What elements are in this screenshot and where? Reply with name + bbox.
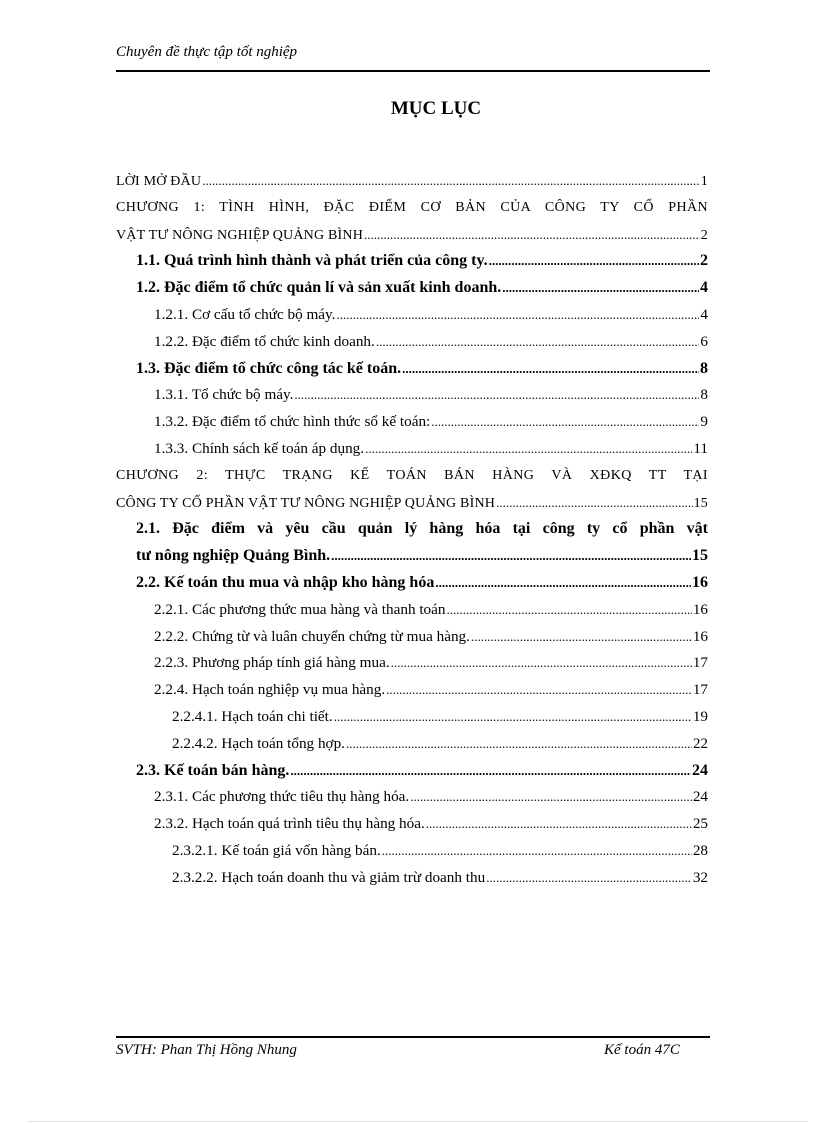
dot-leader (489, 248, 699, 275)
dot-leader (382, 838, 692, 865)
toc-entry-2-1[interactable]: tư nông nghiệp Quảng Bình. ..... 15 (116, 543, 708, 570)
toc-entry-1-3-1[interactable]: 1.3.1. Tổ chức bộ máy. ..... 8 (116, 382, 708, 409)
toc-entry-1-2-2[interactable]: 1.2.2. Đặc điểm tổ chức kinh doanh. ..... 6 (116, 329, 708, 356)
toc-entry-2-2[interactable]: 2.2. Kế toán thu mua và nhập kho hàng hóa ..... 16 (116, 570, 708, 597)
dot-leader (426, 811, 692, 838)
dot-leader (435, 570, 691, 597)
dot-leader (290, 758, 691, 785)
dot-leader (402, 356, 699, 383)
toc-entry-2-3[interactable]: 2.3. Kế toán bán hàng. ..... 24 (116, 758, 708, 785)
toc-entry-2-2-3[interactable]: 2.2.3. Phương pháp tính giá hàng mua. ..... 17 (116, 650, 708, 677)
dot-leader (336, 302, 699, 329)
dot-leader (294, 382, 699, 409)
dot-leader (446, 597, 691, 624)
toc-entry-1-1[interactable]: 1.1. Quá trình hình thành và phát triển của công ty. ..... 2 (116, 248, 708, 275)
dot-leader (376, 329, 700, 356)
dot-leader (471, 624, 692, 651)
toc-entry-chuong-2[interactable]: CÔNG TY CỔ PHẦN VẬT TƯ NÔNG NGHIỆP QUẢNG BÌNH ..... 15 (116, 490, 708, 517)
toc-entry-2-3-2-2[interactable]: 2.3.2.2. Hạch toán doanh thu và giảm trừ doanh thu ..... 32 (116, 865, 708, 892)
toc-entry-1-2[interactable]: 1.2. Đặc điểm tổ chức quản lí và sản xuất kinh doanh. ..... 4 (116, 275, 708, 302)
page-edge (28, 1121, 808, 1122)
table-of-contents (116, 168, 708, 892)
toc-entry-chuong-1-line1: CHƯƠNG 1: TÌNH HÌNH, ĐẶC ĐIỂM CƠ BẢN CỦA CÔNG TY CỔ PHẦN (116, 199, 708, 215)
footer-student-name: SVTH: Phan Thị Hồng Nhung (116, 1042, 297, 1058)
dot-leader (202, 168, 700, 195)
dot-leader (364, 222, 700, 249)
toc-entry-2-2-4[interactable]: 2.2.4. Hạch toán nghiệp vụ mua hàng. ..... 17 (116, 677, 708, 704)
running-header: Chuyên đề thực tập tốt nghiệp (116, 44, 298, 60)
toc-entry-2-2-4-1[interactable]: 2.2.4.1. Hạch toán chi tiết. ..... 19 (116, 704, 708, 731)
toc-entry-chuong-2-line1: CHƯƠNG 2: THỰC TRẠNG KẾ TOÁN BÁN HÀNG VÀ XĐKQ TT TẠI (116, 467, 708, 483)
footer-class: Kế toán 47C (604, 1042, 680, 1058)
dot-leader (334, 704, 692, 731)
toc-entry-2-2-4-2[interactable]: 2.2.4.2. Hạch toán tổng hợp. ..... 22 (116, 731, 708, 758)
toc-entry-2-3-1[interactable]: 2.3.1. Các phương thức tiêu thụ hàng hóa. ..... 24 (116, 784, 708, 811)
page-title: MỤC LỤC (390, 98, 482, 119)
dot-leader (431, 409, 699, 436)
dot-leader (486, 865, 692, 892)
toc-entry-2-3-2-1[interactable]: 2.3.2.1. Kế toán giá vốn hàng bán. ..... 28 (116, 838, 708, 865)
toc-entry-2-1-line1: 2.1. Đặc điểm và yêu cầu quản lý hàng hóa tại công ty cổ phần vật (136, 520, 708, 538)
dot-leader (386, 677, 692, 704)
dot-leader (331, 543, 691, 570)
dot-leader (391, 650, 692, 677)
header-rule (116, 70, 710, 72)
toc-entry-1-2-1[interactable]: 1.2.1. Cơ cấu tổ chức bộ máy. ..... 4 (116, 302, 708, 329)
dot-leader (410, 784, 692, 811)
toc-entry-2-2-2[interactable]: 2.2.2. Chứng từ và luân chuyển chứng từ mua hàng. ..... 16 (116, 624, 708, 651)
dot-leader (346, 731, 692, 758)
toc-entry-2-2-1[interactable]: 2.2.1. Các phương thức mua hàng và thanh toán ..... 16 (116, 597, 708, 624)
dot-leader (502, 275, 699, 302)
dot-leader (496, 490, 693, 517)
dot-leader (365, 436, 692, 463)
toc-entry-1-3-3[interactable]: 1.3.3. Chính sách kế toán áp dụng. ..... 11 (116, 436, 708, 463)
toc-entry-loi-mo-dau[interactable]: LỜI MỞ ĐẦU ..... 1 (116, 168, 708, 195)
toc-entry-2-3-2[interactable]: 2.3.2. Hạch toán quá trình tiêu thụ hàng hóa. ..... 25 (116, 811, 708, 838)
toc-entry-chuong-1[interactable]: VẬT TƯ NÔNG NGHIỆP QUẢNG BÌNH ..... 2 (116, 222, 708, 249)
footer-rule (116, 1036, 710, 1038)
toc-entry-1-3[interactable]: 1.3. Đặc điểm tổ chức công tác kế toán. ..... 8 (116, 356, 708, 383)
toc-entry-1-3-2[interactable]: 1.3.2. Đặc điểm tổ chức hình thức sổ kế toán: ..... 9 (116, 409, 708, 436)
